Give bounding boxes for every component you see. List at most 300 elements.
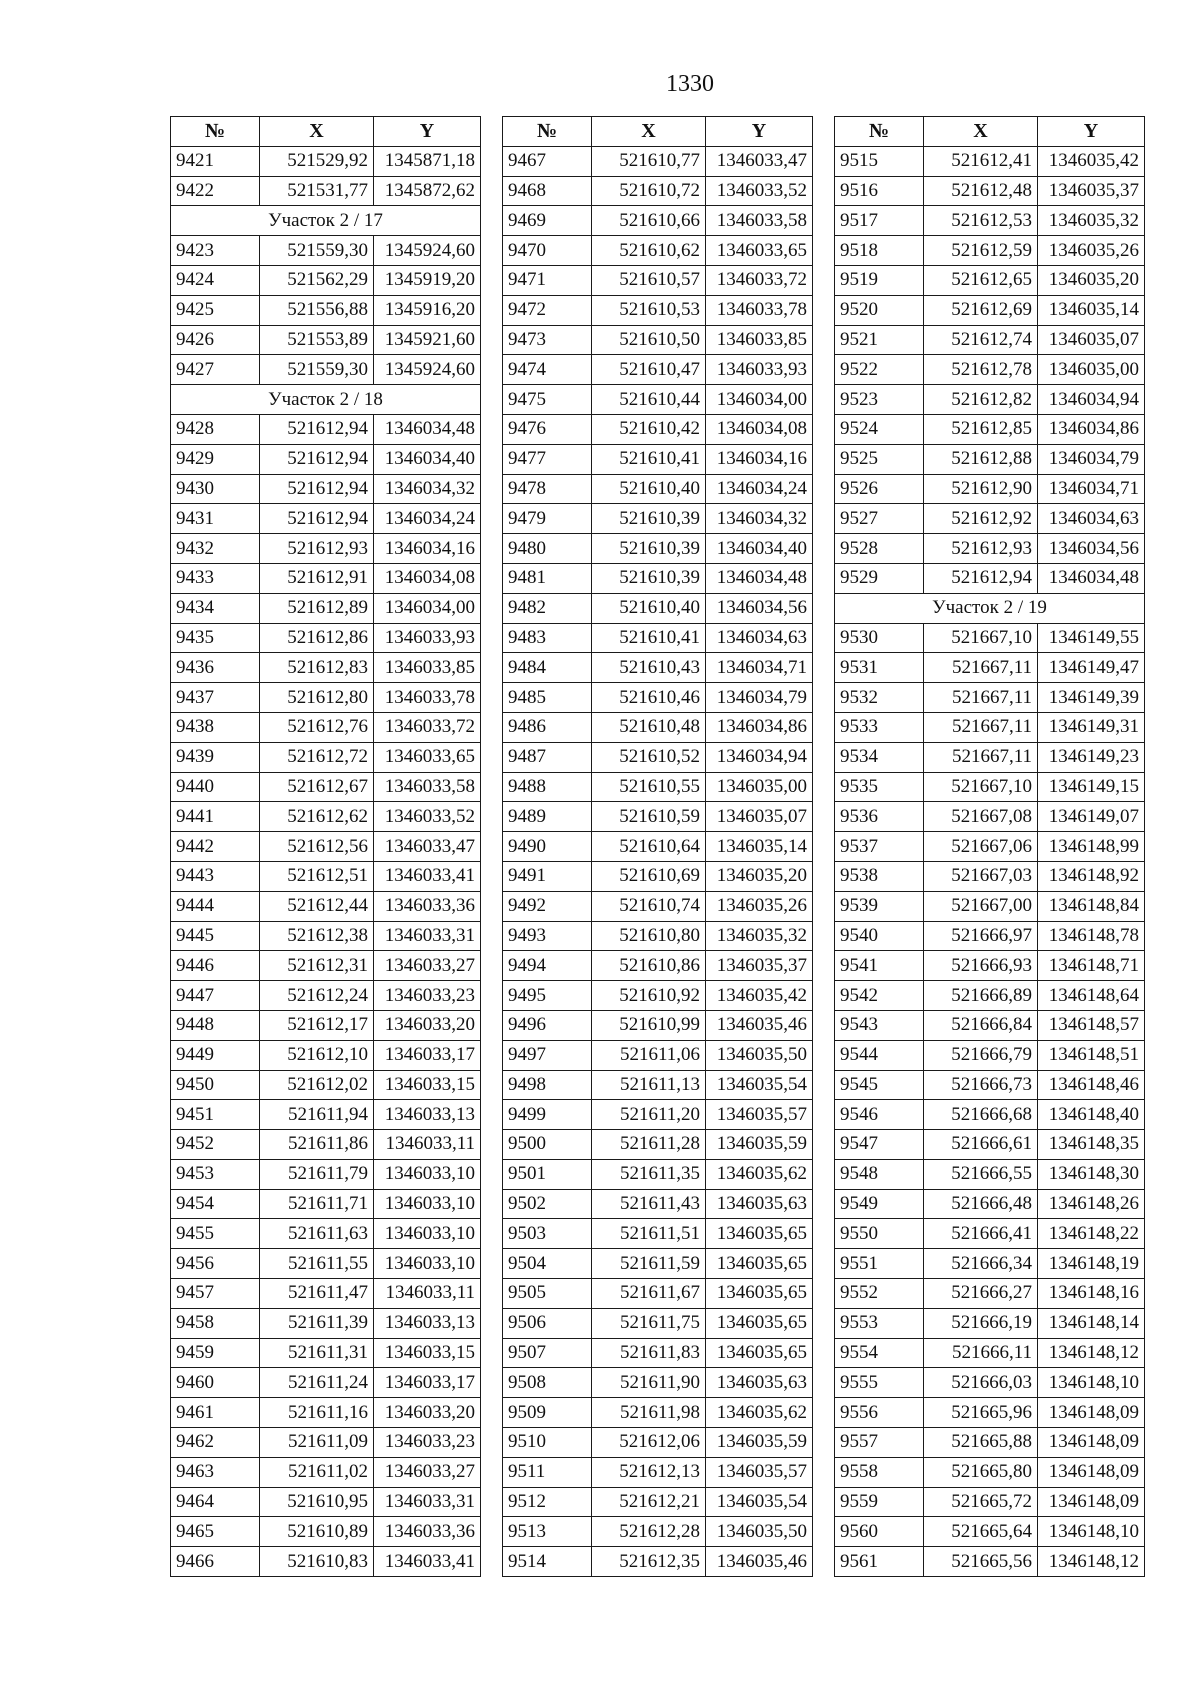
table-row bbox=[171, 981, 481, 1011]
y-coordinate-cell: 1346033,27 bbox=[374, 1457, 481, 1487]
x-coordinate-cell: 521612,83 bbox=[260, 653, 374, 683]
y-coordinate-cell: 1346034,71 bbox=[1038, 474, 1145, 504]
table-row bbox=[835, 236, 1145, 266]
point-number-cell: 9511 bbox=[503, 1457, 592, 1487]
table-row bbox=[171, 1428, 481, 1458]
y-coordinate-cell: 1346035,62 bbox=[706, 1398, 813, 1428]
y-coordinate-cell: 1346148,09 bbox=[1038, 1457, 1145, 1487]
x-coordinate-cell: 521610,57 bbox=[592, 265, 706, 295]
x-coordinate-cell: 521610,89 bbox=[260, 1517, 374, 1547]
x-coordinate-cell: 521610,41 bbox=[592, 623, 706, 653]
y-coordinate-cell: 1346033,23 bbox=[374, 981, 481, 1011]
table-row bbox=[171, 146, 481, 176]
y-coordinate-cell: 1346148,09 bbox=[1038, 1487, 1145, 1517]
table-row bbox=[835, 921, 1145, 951]
point-number-cell: 9461 bbox=[171, 1398, 260, 1428]
table-row bbox=[835, 1010, 1145, 1040]
table-row bbox=[835, 1308, 1145, 1338]
point-number-cell: 9496 bbox=[503, 1010, 592, 1040]
point-number-cell: 9447 bbox=[171, 981, 260, 1011]
y-coordinate-cell: 1346033,31 bbox=[374, 1487, 481, 1517]
y-coordinate-cell: 1346034,86 bbox=[1038, 414, 1145, 444]
x-coordinate-cell: 521612,10 bbox=[260, 1040, 374, 1070]
point-number-cell: 9551 bbox=[835, 1249, 924, 1279]
table-row bbox=[503, 653, 813, 683]
table-row bbox=[835, 1070, 1145, 1100]
x-coordinate-cell: 521612,74 bbox=[924, 325, 1038, 355]
point-number-cell: 9513 bbox=[503, 1517, 592, 1547]
header-number: № bbox=[171, 117, 260, 147]
table-row bbox=[503, 1100, 813, 1130]
x-coordinate-cell: 521610,59 bbox=[592, 802, 706, 832]
x-coordinate-cell: 521612,85 bbox=[924, 414, 1038, 444]
point-number-cell: 9527 bbox=[835, 504, 924, 534]
point-number-cell: 9544 bbox=[835, 1040, 924, 1070]
table-row bbox=[171, 1517, 481, 1547]
y-coordinate-cell: 1345921,60 bbox=[374, 325, 481, 355]
point-number-cell: 9467 bbox=[503, 146, 592, 176]
x-coordinate-cell: 521610,39 bbox=[592, 534, 706, 564]
point-number-cell: 9534 bbox=[835, 742, 924, 772]
x-coordinate-cell: 521610,43 bbox=[592, 653, 706, 683]
point-number-cell: 9543 bbox=[835, 1010, 924, 1040]
table-header-row bbox=[171, 117, 481, 147]
y-coordinate-cell: 1346033,17 bbox=[374, 1040, 481, 1070]
point-number-cell: 9549 bbox=[835, 1189, 924, 1219]
table-row bbox=[171, 444, 481, 474]
table-row bbox=[503, 981, 813, 1011]
table-row bbox=[503, 385, 813, 415]
x-coordinate-cell: 521611,90 bbox=[592, 1368, 706, 1398]
table-row bbox=[835, 206, 1145, 236]
x-coordinate-cell: 521610,40 bbox=[592, 474, 706, 504]
y-coordinate-cell: 1346035,46 bbox=[706, 1547, 813, 1577]
table-row bbox=[171, 1249, 481, 1279]
x-coordinate-cell: 521610,55 bbox=[592, 772, 706, 802]
table-row bbox=[835, 861, 1145, 891]
table-row bbox=[503, 1130, 813, 1160]
table-row bbox=[171, 1368, 481, 1398]
point-number-cell: 9531 bbox=[835, 653, 924, 683]
y-coordinate-cell: 1346033,47 bbox=[374, 832, 481, 862]
point-number-cell: 9550 bbox=[835, 1219, 924, 1249]
x-coordinate-cell: 521667,10 bbox=[924, 772, 1038, 802]
table-row bbox=[503, 1428, 813, 1458]
point-number-cell: 9493 bbox=[503, 921, 592, 951]
point-number-cell: 9438 bbox=[171, 712, 260, 742]
point-number-cell: 9455 bbox=[171, 1219, 260, 1249]
y-coordinate-cell: 1346034,24 bbox=[706, 474, 813, 504]
y-coordinate-cell: 1346035,20 bbox=[706, 861, 813, 891]
x-coordinate-cell: 521610,41 bbox=[592, 444, 706, 474]
x-coordinate-cell: 521610,77 bbox=[592, 146, 706, 176]
x-coordinate-cell: 521610,66 bbox=[592, 206, 706, 236]
table-row bbox=[171, 1547, 481, 1577]
y-coordinate-cell: 1346148,46 bbox=[1038, 1070, 1145, 1100]
point-number-cell: 9560 bbox=[835, 1517, 924, 1547]
point-number-cell: 9522 bbox=[835, 355, 924, 385]
table-row bbox=[171, 534, 481, 564]
table-row bbox=[835, 1428, 1145, 1458]
point-number-cell: 9485 bbox=[503, 683, 592, 713]
y-coordinate-cell: 1346033,20 bbox=[374, 1010, 481, 1040]
point-number-cell: 9533 bbox=[835, 712, 924, 742]
x-coordinate-cell: 521610,74 bbox=[592, 891, 706, 921]
x-coordinate-cell: 521610,44 bbox=[592, 385, 706, 415]
point-number-cell: 9473 bbox=[503, 325, 592, 355]
x-coordinate-cell: 521612,82 bbox=[924, 385, 1038, 415]
x-coordinate-cell: 521556,88 bbox=[260, 295, 374, 325]
point-number-cell: 9441 bbox=[171, 802, 260, 832]
x-coordinate-cell: 521610,72 bbox=[592, 176, 706, 206]
table-row bbox=[503, 742, 813, 772]
point-number-cell: 9512 bbox=[503, 1487, 592, 1517]
point-number-cell: 9508 bbox=[503, 1368, 592, 1398]
table-row bbox=[171, 325, 481, 355]
x-coordinate-cell: 521612,86 bbox=[260, 623, 374, 653]
y-coordinate-cell: 1346148,26 bbox=[1038, 1189, 1145, 1219]
table-row bbox=[503, 563, 813, 593]
point-number-cell: 9540 bbox=[835, 921, 924, 951]
table-row bbox=[503, 861, 813, 891]
y-coordinate-cell: 1346035,59 bbox=[706, 1130, 813, 1160]
table-header-row bbox=[835, 117, 1145, 147]
x-coordinate-cell: 521610,47 bbox=[592, 355, 706, 385]
y-coordinate-cell: 1346035,20 bbox=[1038, 265, 1145, 295]
section-label: Участок 2 / 18 bbox=[171, 385, 481, 415]
y-coordinate-cell: 1346033,41 bbox=[374, 861, 481, 891]
point-number-cell: 9504 bbox=[503, 1249, 592, 1279]
table-row bbox=[835, 295, 1145, 325]
y-coordinate-cell: 1346035,54 bbox=[706, 1070, 813, 1100]
point-number-cell: 9499 bbox=[503, 1100, 592, 1130]
table-row bbox=[171, 1100, 481, 1130]
point-number-cell: 9487 bbox=[503, 742, 592, 772]
x-coordinate-cell: 521610,86 bbox=[592, 951, 706, 981]
y-coordinate-cell: 1346033,17 bbox=[374, 1368, 481, 1398]
y-coordinate-cell: 1346035,37 bbox=[1038, 176, 1145, 206]
x-coordinate-cell: 521612,88 bbox=[924, 444, 1038, 474]
point-number-cell: 9498 bbox=[503, 1070, 592, 1100]
point-number-cell: 9546 bbox=[835, 1100, 924, 1130]
table-row bbox=[835, 325, 1145, 355]
x-coordinate-cell: 521559,30 bbox=[260, 236, 374, 266]
x-coordinate-cell: 521610,69 bbox=[592, 861, 706, 891]
table-row bbox=[171, 593, 481, 623]
table-row bbox=[835, 1368, 1145, 1398]
x-coordinate-cell: 521611,24 bbox=[260, 1368, 374, 1398]
table-row bbox=[835, 176, 1145, 206]
y-coordinate-cell: 1346033,78 bbox=[374, 683, 481, 713]
y-coordinate-cell: 1345924,60 bbox=[374, 236, 481, 266]
table-row bbox=[835, 1219, 1145, 1249]
x-coordinate-cell: 521610,48 bbox=[592, 712, 706, 742]
y-coordinate-cell: 1346035,65 bbox=[706, 1279, 813, 1309]
point-number-cell: 9432 bbox=[171, 534, 260, 564]
table-row bbox=[503, 146, 813, 176]
y-coordinate-cell: 1346035,42 bbox=[706, 981, 813, 1011]
table-row bbox=[503, 891, 813, 921]
table-row bbox=[835, 385, 1145, 415]
table-row bbox=[835, 1159, 1145, 1189]
point-number-cell: 9506 bbox=[503, 1308, 592, 1338]
point-number-cell: 9530 bbox=[835, 623, 924, 653]
point-number-cell: 9449 bbox=[171, 1040, 260, 1070]
point-number-cell: 9521 bbox=[835, 325, 924, 355]
point-number-cell: 9524 bbox=[835, 414, 924, 444]
table-row bbox=[171, 951, 481, 981]
x-coordinate-cell: 521666,19 bbox=[924, 1308, 1038, 1338]
x-coordinate-cell: 521611,43 bbox=[592, 1189, 706, 1219]
x-coordinate-cell: 521610,83 bbox=[260, 1547, 374, 1577]
point-number-cell: 9514 bbox=[503, 1547, 592, 1577]
y-coordinate-cell: 1346033,85 bbox=[374, 653, 481, 683]
x-coordinate-cell: 521667,11 bbox=[924, 653, 1038, 683]
table-row bbox=[503, 832, 813, 862]
x-coordinate-cell: 521666,61 bbox=[924, 1130, 1038, 1160]
table-row bbox=[171, 712, 481, 742]
x-coordinate-cell: 521610,52 bbox=[592, 742, 706, 772]
header-y: Y bbox=[374, 117, 481, 147]
point-number-cell: 9462 bbox=[171, 1428, 260, 1458]
x-coordinate-cell: 521667,03 bbox=[924, 861, 1038, 891]
point-number-cell: 9481 bbox=[503, 563, 592, 593]
table-row bbox=[171, 1279, 481, 1309]
table-row bbox=[171, 1487, 481, 1517]
section-label: Участок 2 / 17 bbox=[171, 206, 481, 236]
table-row bbox=[503, 444, 813, 474]
x-coordinate-cell: 521611,55 bbox=[260, 1249, 374, 1279]
x-coordinate-cell: 521610,39 bbox=[592, 504, 706, 534]
x-coordinate-cell: 521666,55 bbox=[924, 1159, 1038, 1189]
x-coordinate-cell: 521665,88 bbox=[924, 1428, 1038, 1458]
table-row bbox=[835, 146, 1145, 176]
y-coordinate-cell: 1346148,10 bbox=[1038, 1517, 1145, 1547]
y-coordinate-cell: 1346034,00 bbox=[374, 593, 481, 623]
table-row bbox=[835, 563, 1145, 593]
point-number-cell: 9435 bbox=[171, 623, 260, 653]
y-coordinate-cell: 1346035,37 bbox=[706, 951, 813, 981]
table-row bbox=[835, 534, 1145, 564]
table-row bbox=[503, 593, 813, 623]
point-number-cell: 9547 bbox=[835, 1130, 924, 1160]
x-coordinate-cell: 521612,17 bbox=[260, 1010, 374, 1040]
x-coordinate-cell: 521612,02 bbox=[260, 1070, 374, 1100]
table-row bbox=[171, 1070, 481, 1100]
point-number-cell: 9477 bbox=[503, 444, 592, 474]
x-coordinate-cell: 521611,13 bbox=[592, 1070, 706, 1100]
point-number-cell: 9559 bbox=[835, 1487, 924, 1517]
x-coordinate-cell: 521611,94 bbox=[260, 1100, 374, 1130]
x-coordinate-cell: 521666,11 bbox=[924, 1338, 1038, 1368]
table-row bbox=[835, 1517, 1145, 1547]
table-row bbox=[835, 1338, 1145, 1368]
y-coordinate-cell: 1346033,10 bbox=[374, 1249, 481, 1279]
y-coordinate-cell: 1345871,18 bbox=[374, 146, 481, 176]
point-number-cell: 9465 bbox=[171, 1517, 260, 1547]
x-coordinate-cell: 521611,79 bbox=[260, 1159, 374, 1189]
point-number-cell: 9510 bbox=[503, 1428, 592, 1458]
table-row bbox=[171, 1219, 481, 1249]
page-number: 1330 bbox=[666, 71, 714, 97]
x-coordinate-cell: 521666,84 bbox=[924, 1010, 1038, 1040]
table-row bbox=[503, 1308, 813, 1338]
table-row bbox=[171, 563, 481, 593]
x-coordinate-cell: 521611,98 bbox=[592, 1398, 706, 1428]
table-row bbox=[171, 1010, 481, 1040]
table-row bbox=[171, 832, 481, 862]
table-row bbox=[503, 206, 813, 236]
header-x: X bbox=[924, 117, 1038, 147]
point-number-cell: 9437 bbox=[171, 683, 260, 713]
x-coordinate-cell: 521611,31 bbox=[260, 1338, 374, 1368]
x-coordinate-cell: 521612,48 bbox=[924, 176, 1038, 206]
x-coordinate-cell: 521612,65 bbox=[924, 265, 1038, 295]
point-number-cell: 9519 bbox=[835, 265, 924, 295]
y-coordinate-cell: 1345872,62 bbox=[374, 176, 481, 206]
point-number-cell: 9486 bbox=[503, 712, 592, 742]
x-coordinate-cell: 521612,24 bbox=[260, 981, 374, 1011]
point-number-cell: 9440 bbox=[171, 772, 260, 802]
point-number-cell: 9492 bbox=[503, 891, 592, 921]
point-number-cell: 9453 bbox=[171, 1159, 260, 1189]
table-row bbox=[171, 414, 481, 444]
x-coordinate-cell: 521610,92 bbox=[592, 981, 706, 1011]
table-row bbox=[171, 1189, 481, 1219]
y-coordinate-cell: 1346148,10 bbox=[1038, 1368, 1145, 1398]
y-coordinate-cell: 1346035,07 bbox=[1038, 325, 1145, 355]
y-coordinate-cell: 1346148,30 bbox=[1038, 1159, 1145, 1189]
table-row bbox=[171, 891, 481, 921]
point-number-cell: 9497 bbox=[503, 1040, 592, 1070]
x-coordinate-cell: 521612,80 bbox=[260, 683, 374, 713]
point-number-cell: 9468 bbox=[503, 176, 592, 206]
y-coordinate-cell: 1346148,35 bbox=[1038, 1130, 1145, 1160]
y-coordinate-cell: 1346034,32 bbox=[706, 504, 813, 534]
point-number-cell: 9491 bbox=[503, 861, 592, 891]
x-coordinate-cell: 521610,42 bbox=[592, 414, 706, 444]
y-coordinate-cell: 1346035,50 bbox=[706, 1517, 813, 1547]
table-row bbox=[503, 176, 813, 206]
table-row bbox=[503, 1070, 813, 1100]
x-coordinate-cell: 521665,64 bbox=[924, 1517, 1038, 1547]
y-coordinate-cell: 1346034,94 bbox=[706, 742, 813, 772]
x-coordinate-cell: 521610,80 bbox=[592, 921, 706, 951]
point-number-cell: 9466 bbox=[171, 1547, 260, 1577]
x-coordinate-cell: 521611,06 bbox=[592, 1040, 706, 1070]
x-coordinate-cell: 521562,29 bbox=[260, 265, 374, 295]
y-coordinate-cell: 1346034,48 bbox=[1038, 563, 1145, 593]
point-number-cell: 9558 bbox=[835, 1457, 924, 1487]
y-coordinate-cell: 1346033,58 bbox=[374, 772, 481, 802]
point-number-cell: 9470 bbox=[503, 236, 592, 266]
x-coordinate-cell: 521666,34 bbox=[924, 1249, 1038, 1279]
x-coordinate-cell: 521531,77 bbox=[260, 176, 374, 206]
x-coordinate-cell: 521612,13 bbox=[592, 1457, 706, 1487]
point-number-cell: 9542 bbox=[835, 981, 924, 1011]
table-row bbox=[171, 295, 481, 325]
table-row bbox=[503, 1338, 813, 1368]
x-coordinate-cell: 521667,11 bbox=[924, 683, 1038, 713]
point-number-cell: 9526 bbox=[835, 474, 924, 504]
point-number-cell: 9509 bbox=[503, 1398, 592, 1428]
y-coordinate-cell: 1346033,58 bbox=[706, 206, 813, 236]
y-coordinate-cell: 1346034,56 bbox=[1038, 534, 1145, 564]
x-coordinate-cell: 521612,67 bbox=[260, 772, 374, 802]
table-row bbox=[503, 1159, 813, 1189]
table-row bbox=[835, 683, 1145, 713]
point-number-cell: 9535 bbox=[835, 772, 924, 802]
x-coordinate-cell: 521611,86 bbox=[260, 1130, 374, 1160]
y-coordinate-cell: 1346035,46 bbox=[706, 1010, 813, 1040]
point-number-cell: 9425 bbox=[171, 295, 260, 325]
y-coordinate-cell: 1346033,10 bbox=[374, 1189, 481, 1219]
point-number-cell: 9503 bbox=[503, 1219, 592, 1249]
y-coordinate-cell: 1346035,54 bbox=[706, 1487, 813, 1517]
x-coordinate-cell: 521612,62 bbox=[260, 802, 374, 832]
table-row bbox=[835, 772, 1145, 802]
x-coordinate-cell: 521611,09 bbox=[260, 1428, 374, 1458]
point-number-cell: 9460 bbox=[171, 1368, 260, 1398]
y-coordinate-cell: 1346148,40 bbox=[1038, 1100, 1145, 1130]
point-number-cell: 9433 bbox=[171, 563, 260, 593]
point-number-cell: 9424 bbox=[171, 265, 260, 295]
x-coordinate-cell: 521610,40 bbox=[592, 593, 706, 623]
table-row bbox=[171, 772, 481, 802]
table-row bbox=[503, 414, 813, 444]
point-number-cell: 9552 bbox=[835, 1279, 924, 1309]
section-label: Участок 2 / 19 bbox=[835, 593, 1145, 623]
table-row bbox=[171, 474, 481, 504]
point-number-cell: 9556 bbox=[835, 1398, 924, 1428]
section-row bbox=[171, 385, 481, 415]
table-header-row bbox=[503, 117, 813, 147]
table-row bbox=[835, 1130, 1145, 1160]
y-coordinate-cell: 1346034,16 bbox=[374, 534, 481, 564]
table-row bbox=[835, 653, 1145, 683]
y-coordinate-cell: 1346035,57 bbox=[706, 1100, 813, 1130]
point-number-cell: 9554 bbox=[835, 1338, 924, 1368]
y-coordinate-cell: 1346033,36 bbox=[374, 1517, 481, 1547]
point-number-cell: 9561 bbox=[835, 1547, 924, 1577]
table-row bbox=[503, 623, 813, 653]
table-row bbox=[171, 1398, 481, 1428]
point-number-cell: 9448 bbox=[171, 1010, 260, 1040]
x-coordinate-cell: 521612,78 bbox=[924, 355, 1038, 385]
y-coordinate-cell: 1346148,78 bbox=[1038, 921, 1145, 951]
point-number-cell: 9476 bbox=[503, 414, 592, 444]
point-number-cell: 9439 bbox=[171, 742, 260, 772]
y-coordinate-cell: 1346033,31 bbox=[374, 921, 481, 951]
y-coordinate-cell: 1346035,50 bbox=[706, 1040, 813, 1070]
table-row bbox=[835, 1487, 1145, 1517]
y-coordinate-cell: 1346034,94 bbox=[1038, 385, 1145, 415]
x-coordinate-cell: 521612,06 bbox=[592, 1428, 706, 1458]
y-coordinate-cell: 1346148,51 bbox=[1038, 1040, 1145, 1070]
y-coordinate-cell: 1346034,63 bbox=[706, 623, 813, 653]
table-row bbox=[503, 712, 813, 742]
table-row bbox=[835, 623, 1145, 653]
table-row bbox=[835, 981, 1145, 1011]
table-row bbox=[835, 891, 1145, 921]
table-row bbox=[503, 772, 813, 802]
point-number-cell: 9532 bbox=[835, 683, 924, 713]
point-number-cell: 9452 bbox=[171, 1130, 260, 1160]
point-number-cell: 9536 bbox=[835, 802, 924, 832]
x-coordinate-cell: 521666,48 bbox=[924, 1189, 1038, 1219]
x-coordinate-cell: 521612,93 bbox=[924, 534, 1038, 564]
point-number-cell: 9458 bbox=[171, 1308, 260, 1338]
